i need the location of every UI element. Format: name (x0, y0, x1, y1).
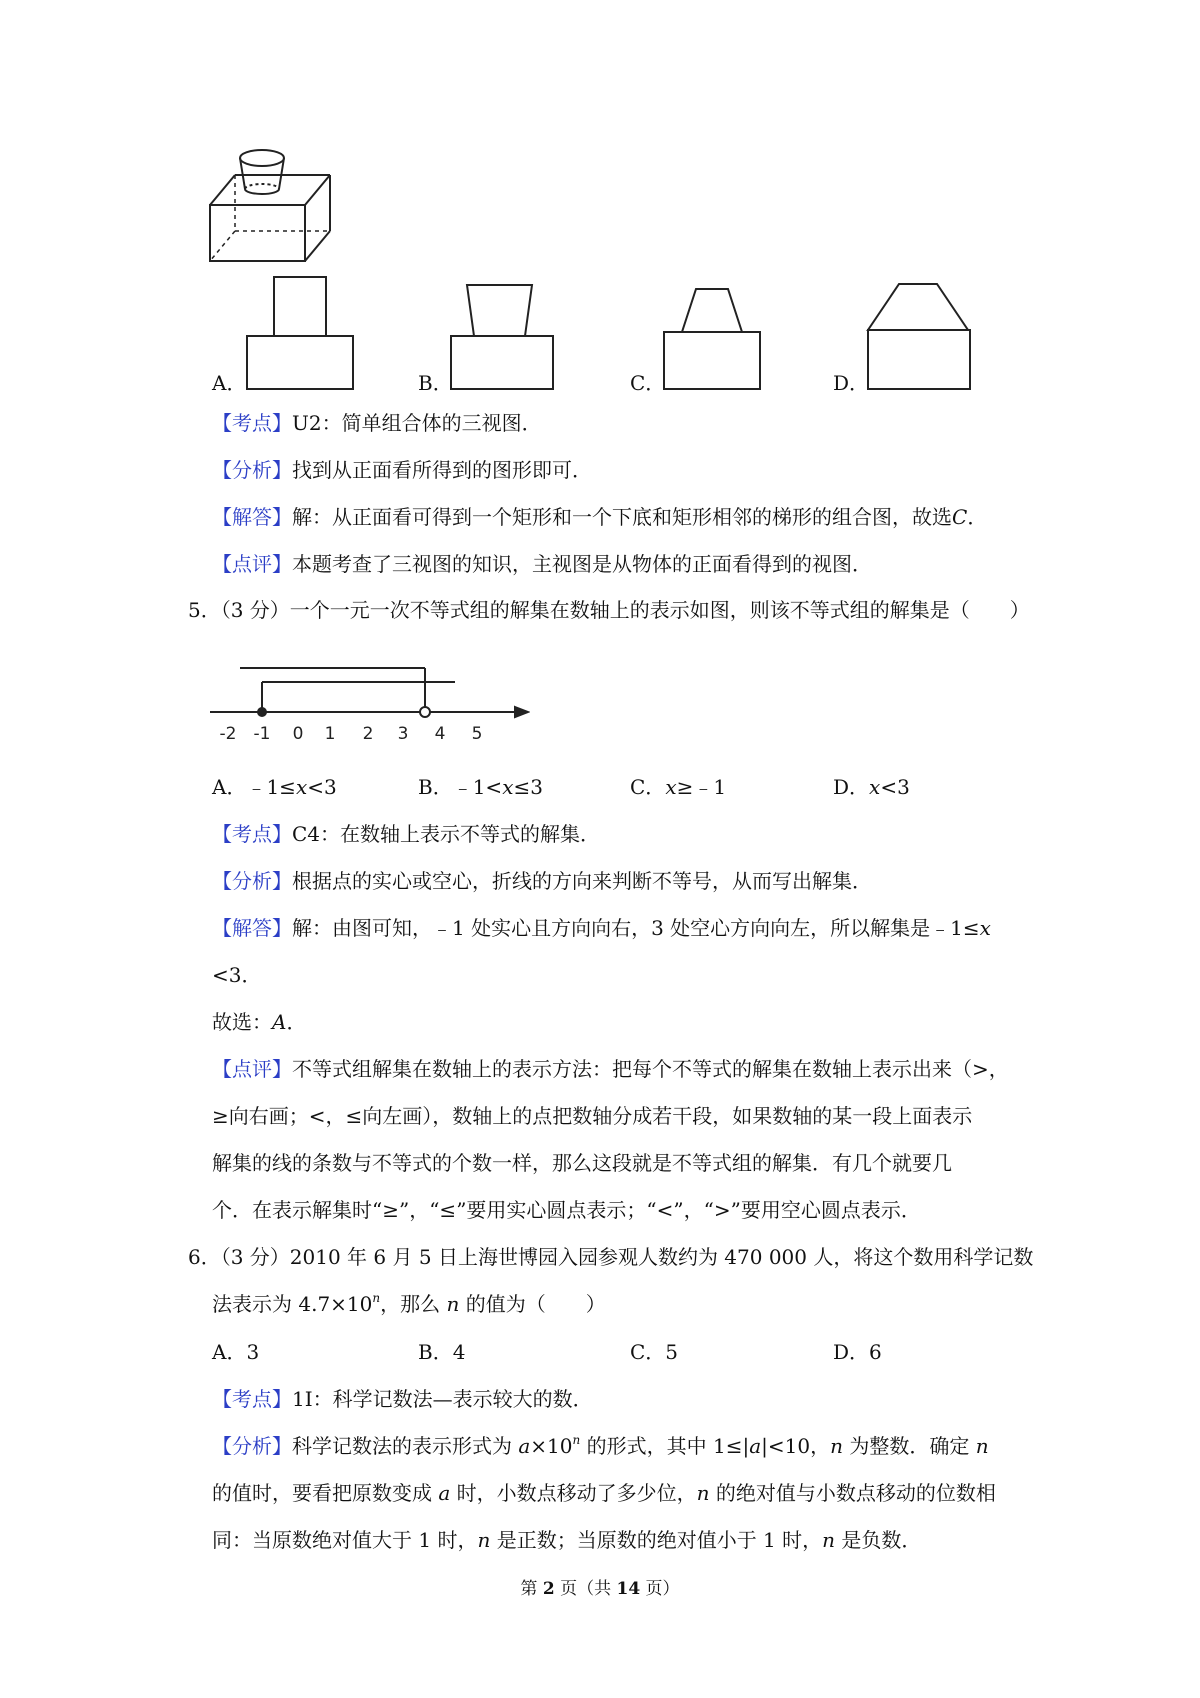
q4-option-b-label: B． (418, 371, 453, 395)
q6-option-a[interactable]: A．3 (212, 1340, 260, 1364)
q4-dianping: 【点评】本题考查了三视图的知识，主视图是从物体的正面看得到的视图． (212, 552, 872, 576)
q4-option-c-label: C． (630, 371, 666, 395)
tick-label: 4 (434, 724, 446, 744)
q6-fenxi: 【分析】科学记数法的表示形式为 $a\times 10^n$ 的形式，其中 1≤|a|<10，n 为整数．确定 n (212, 1433, 989, 1458)
q6-kaodian: 【考点】1I：科学记数法—表示较大的数． (212, 1387, 593, 1411)
q4-option-d-label: D． (833, 371, 870, 395)
q6-stem-line2: 法表示为 $4.7\times 10^n$，那么 n 的值为（ ） (212, 1291, 606, 1316)
q4-option-d-figure[interactable] (866, 282, 972, 391)
q5-dianping-line4: 个．在表示解集时“≥”，“≤”要用实心圆点表示；“<”，“>”要用空心圆点表示． (212, 1198, 921, 1222)
q4-option-c-figure[interactable] (662, 287, 762, 391)
q4-option-a-figure[interactable] (245, 275, 355, 391)
q4-fenxi: 【分析】找到从正面看所得到的图形即可． (212, 458, 592, 482)
q5-dianping-line2: ≥向右画；<，≤向左画），数轴上的点把数轴分成若干段，如果数轴的某一段上面表示 (212, 1104, 973, 1128)
q5-dianping: 【点评】不等式组解集在数轴上的表示方法：把每个不等式的解集在数轴上表示出来（>， (212, 1057, 1009, 1081)
q5-option-b[interactable]: B．﹣1<x≤3 (418, 775, 543, 799)
q6-fenxi-line3: 同：当原数绝对值大于 1 时，n 是正数；当原数的绝对值小于 1 时，n 是负数． (212, 1528, 922, 1552)
q6-stem: 6．（3 分）2010 年 6 月 5 日上海世博园入园参观人数约为 470 000 人，将这个数用科学记数 (188, 1245, 1034, 1269)
q4-kaodian: 【考点】U2：简单组合体的三视图． (212, 411, 542, 435)
q5-dianping-line3: 解集的线的条数与不等式的个数一样，那么这段就是不等式组的解集．有几个就要几 (212, 1151, 952, 1175)
q5-option-d[interactable]: D．x<3 (833, 775, 910, 799)
q5-option-a[interactable]: A．﹣1≤x<3 (212, 775, 337, 799)
q4-option-a-label: A． (212, 371, 247, 395)
number-line-figure (210, 655, 530, 745)
tick-label: 5 (471, 724, 483, 744)
q5-stem: 5．（3 分）一个一元一次不等式组的解集在数轴上的表示如图，则该不等式组的解集是（ ） (188, 598, 1030, 622)
q6-option-d[interactable]: D．6 (833, 1340, 882, 1364)
q5-kaodian: 【考点】C4：在数轴上表示不等式的解集． (212, 822, 601, 846)
tick-label: 1 (324, 724, 336, 744)
q5-guxuan: 故选：A． (212, 1010, 307, 1034)
tick-label: -2 (219, 724, 237, 744)
q5-jieda: 【解答】解：由图可知，﹣1 处实心且方向向右，3 处空心方向向左，所以解集是﹣1≤x (212, 916, 991, 940)
q4-jieda: 【解答】解：从正面看可得到一个矩形和一个下底和矩形相邻的梯形的组合图，故选C． (212, 505, 988, 529)
q5-jieda-line2: <3． (212, 963, 262, 987)
q6-fenxi-line2: 的值时，要看把原数变成 a 时，小数点移动了多少位，n 的绝对值与小数点移动的位数相 (212, 1481, 996, 1505)
solid-figure (205, 145, 355, 270)
q5-option-c[interactable]: C．x≥﹣1 (630, 775, 727, 799)
page-footer: 第 2 页（共 14 页） (520, 1579, 680, 1599)
q6-option-c[interactable]: C．5 (630, 1340, 679, 1364)
q5-fenxi: 【分析】根据点的实心或空心，折线的方向来判断不等号，从而写出解集． (212, 869, 872, 893)
tick-label: 0 (292, 724, 304, 744)
tick-label: -1 (253, 724, 271, 744)
tick-label: 2 (362, 724, 374, 744)
tick-label: 3 (397, 724, 409, 744)
q6-option-b[interactable]: B．4 (418, 1340, 466, 1364)
q4-option-b-figure[interactable] (449, 283, 555, 391)
